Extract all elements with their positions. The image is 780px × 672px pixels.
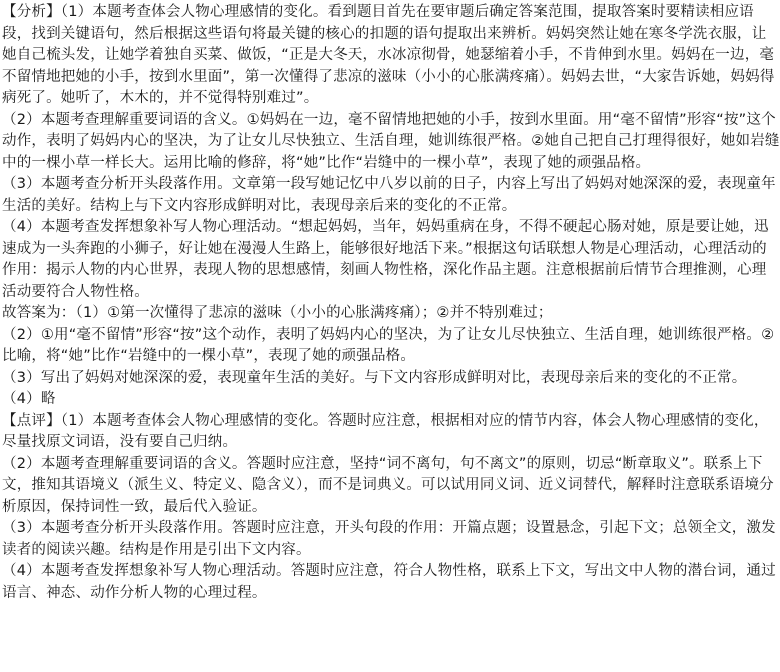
answer-q3: （3）写出了妈妈对她深深的爱，表现童年生活的美好。与下文内容形成鲜明对比，表现母亲后来的变化的不正常。 <box>2 369 747 386</box>
comment-q3: （3）本题考查分析开头段落作用。答题时应注意，开头句段的作用：开篇点题；设置悬念，引起下文；总领全文，激发读者的阅读兴趣。结构是作用是引出下文内容。 <box>2 520 776 558</box>
comment-q1: 【点评】（1）本题考查体会人物心理感情的变化。答题时应注意，根据相对应的情节内容，体会人物心理感情的变化，尽量找原文词语，没有要自己归纳。 <box>2 412 769 450</box>
comment-q2: （2）本题考查理解重要词语的含义。答题时应注意，坚持“词不离句，句不离文”的原则，切忌“断章取义”。联系上下文，推知其语境义（派生义、特定义、隐含义），而不是词典义。可以试用同义词、近义词替代，解释时注意联系语境分析原因，保持词性一致，最后代入验证。 <box>2 455 774 515</box>
analysis-q4: （4）本题考查发挥想象补写人物心理活动。“想起妈妈，当年，妈妈重病在身，不得不硬起心肠对她，原是要让她，迅速成为一头奔跑的小狮子，好让她在漫漫人生路上，能够很好地活下来。”根据这句话联想人物是心理活动，心理活动的作用：揭示人物的内心世界，表现人物的思想感情，刻画人物性格，深化作品主题。注意根据前后情节合理推测，心理活动要符合人物性格。 <box>2 219 769 300</box>
comment-q4: （4）本题考查发挥想象补写人物心理活动。答题时应注意，符合人物性格，联系上下文，写出文中人物的潜台词，通过语言、神态、动作分析人物的心理过程。 <box>2 563 776 601</box>
answer-q2: （2）①用“毫不留情”形容“按”这个动作，表明了妈妈内心的坚决，为了让女儿尽快独立、生活自理，她训练很严格。②比喻，将“她”比作“岩缝中的一棵小草”，表现了她的顽强品格。 <box>2 326 775 364</box>
analysis-q3: （3）本题考查分析开头段落作用。文章第一段写她记忆中八岁以前的日子，内容上写出了妈妈对她深深的爱，表现童年生活的美好。结构上与下文内容形成鲜明对比，表现母亲后来的变化的不正常。 <box>2 176 776 214</box>
answer-q1: 故答案为：（1）①第一次懂得了悲凉的滋味（小小的心胀满疼痛）；②并不特别难过； <box>2 305 553 321</box>
analysis-q1: 【分析】（1）本题考查体会人物心理感情的变化。看到题目首先在要审题后确定答案范围，提取答案时要精读相应语段，找到关键语句，然后根据这些语句将最关键的核心的扣题的语句提取出来辨析。妈妈突然让她在寒冬学洗衣服，让她自己梳头发，让她学着独自买菜、做饭，“正是大冬天，水冰凉彻骨，她瑟缩着小手，不肯伸到水里。妈妈在一边，毫不留情地把她的小手，按到水里面”，第一次懂得了悲凉的滋味（小小的心胀满疼痛）。妈妈去世，“大家告诉她，妈妈得病死了。她听了，木木的，并不觉得特别难过”。 <box>2 4 775 106</box>
analysis-q2: （2）本题考查理解重要词语的含义。①妈妈在一边，毫不留情地把她的小手，按到水里面。用“毫不留情”形容“按”这个动作，表明了妈妈内心的坚决，为了让女儿尽快独立、生活自理，她训练很严格。②她自己把自己打理得很好，她如岩缝中的一棵小草一样长大。运用比喻的修辞，将“她”比作“岩缝中的一棵小草”，表现了她的顽强品格。 <box>2 111 780 171</box>
answer-q4: （4）略 <box>2 391 56 407</box>
